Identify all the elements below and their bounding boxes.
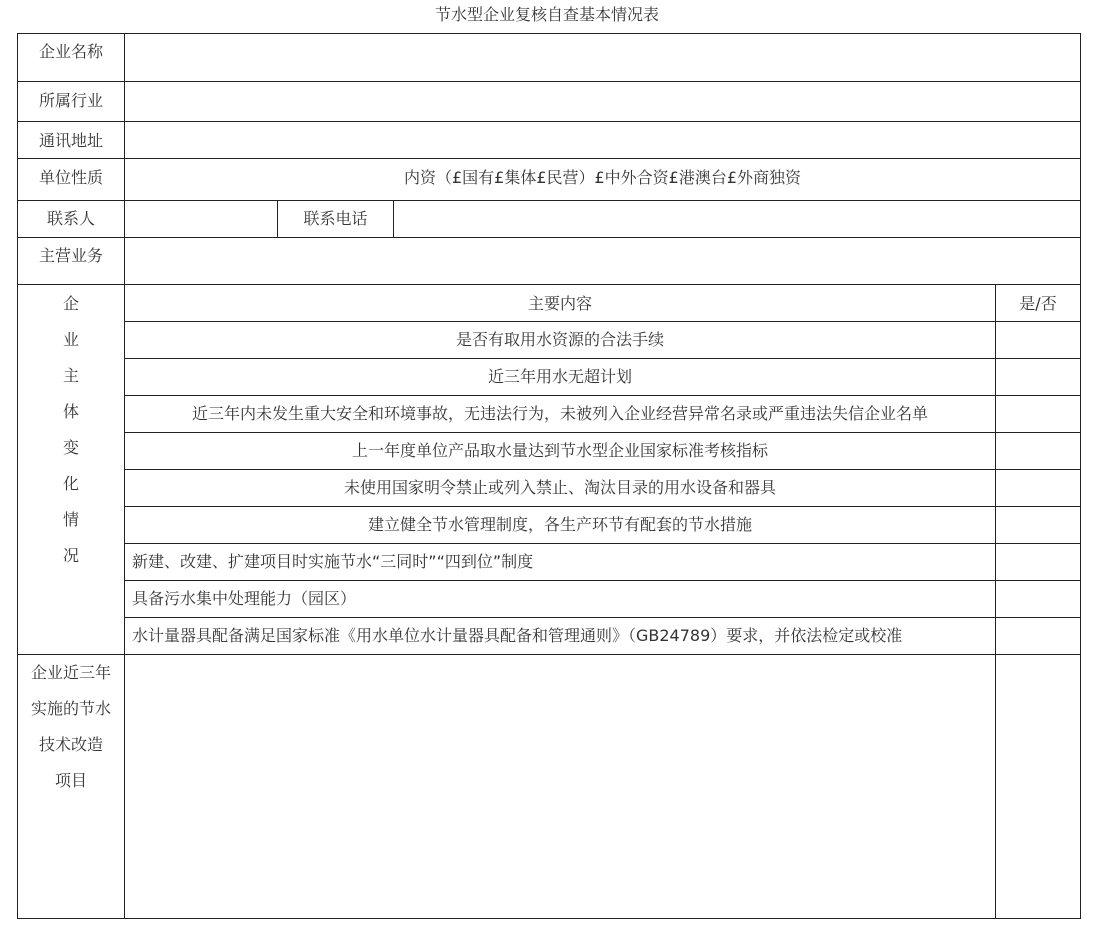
requirement-item: 近三年用水无超计划	[487, 367, 632, 386]
industry-value[interactable]	[125, 82, 1080, 121]
contact-label: 联系人	[46, 209, 95, 228]
projects-content[interactable]	[125, 655, 995, 918]
requirement-item: 上一年度单位产品取水量达到节水型企业国家标准考核指标	[351, 441, 768, 460]
yes-no-cell[interactable]	[996, 322, 1080, 358]
requirement-item: 具备污水集中处理能力（园区）	[132, 589, 357, 608]
side-label-char: 主	[62, 366, 79, 385]
requirement-item: 水计量器具配备满足国家标准《用水单位水计量器具配备和管理通则》（GB24789）要求，并依法检定或校准	[132, 626, 903, 645]
nature-options[interactable]: 内资（£国有£集体£民营）£中外合资£港澳台£外商独资	[403, 168, 802, 187]
yes-no-header: 是/否	[1019, 294, 1057, 313]
yes-no-cell[interactable]	[996, 359, 1080, 395]
requirement-item: 未使用国家明令禁止或列入禁止、淘汰目录的用水设备和器具	[343, 478, 776, 497]
side-label-char: 情	[62, 510, 79, 529]
side-label-char: 变	[62, 438, 79, 457]
company-name-value[interactable]	[125, 34, 1080, 81]
yes-no-cell[interactable]	[996, 470, 1080, 506]
requirement-item: 是否有取用水资源的合法手续	[455, 330, 664, 349]
business-label: 主营业务	[38, 246, 103, 265]
industry-label: 所属行业	[38, 91, 103, 110]
requirement-item: 近三年内未发生重大安全和环境事故，无违法行为，未被列入企业经营异常名录或严重违法失信企业名单	[191, 404, 928, 423]
side-label-char: 化	[62, 474, 79, 493]
yes-no-cell[interactable]	[996, 507, 1080, 543]
projects-label-line: 技术改造	[38, 735, 103, 754]
address-value[interactable]	[125, 122, 1080, 158]
contact-value[interactable]	[125, 201, 277, 237]
address-label: 通讯地址	[38, 131, 103, 150]
projects-label-line: 企业近三年	[30, 663, 111, 682]
business-value[interactable]	[125, 238, 1080, 284]
phone-label: 联系电话	[303, 209, 368, 228]
page-title: 节水型企业复核自查基本情况表	[434, 5, 659, 24]
side-label-char: 况	[62, 546, 79, 565]
projects-label-line: 实施的节水	[30, 699, 111, 718]
company-name-label: 企业名称	[38, 42, 103, 61]
nature-label: 单位性质	[38, 168, 103, 187]
projects-yes-no[interactable]	[996, 655, 1080, 918]
yes-no-cell[interactable]	[996, 396, 1080, 432]
yes-no-cell[interactable]	[996, 433, 1080, 469]
projects-label-line: 项目	[54, 771, 87, 790]
side-label-char: 体	[62, 402, 79, 421]
phone-value[interactable]	[394, 201, 1080, 237]
main-content-header: 主要内容	[527, 294, 592, 313]
yes-no-cell[interactable]	[996, 581, 1080, 617]
yes-no-cell[interactable]	[996, 618, 1080, 654]
requirement-item: 新建、改建、扩建项目时实施节水“三同时”“四到位”制度	[132, 552, 534, 571]
side-label-char: 业	[62, 330, 79, 349]
yes-no-cell[interactable]	[996, 544, 1080, 580]
side-label-char: 企	[62, 294, 79, 313]
requirement-item: 建立健全节水管理制度，各生产环节有配套的节水措施	[367, 515, 752, 534]
